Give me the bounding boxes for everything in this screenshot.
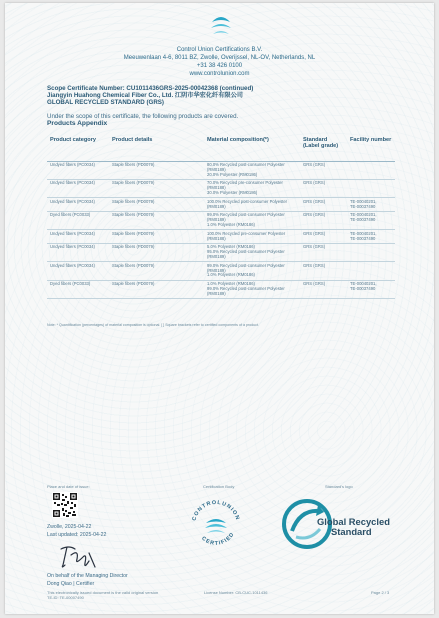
- facility-cell-line: TE-00037490: [350, 217, 376, 223]
- page-number: Page 2 / 3: [371, 590, 390, 595]
- table-note: Note: * Quantification (percentages) of material composition is optional. [ ] Square brackets refer to certified components of a product.: [47, 323, 259, 327]
- table-row: [47, 179, 395, 197]
- category-cell: Undyed fibers (PC0034): [47, 243, 109, 261]
- details-cell: Staple fibers (PD0079): [109, 198, 204, 212]
- facility-cell-line: TE-00040201,: [350, 198, 377, 204]
- composition-cell-line: 99.0% Recycled post-consumer Polyester (RM0189): [207, 212, 285, 223]
- composition-cell: [204, 262, 300, 280]
- table-header-row: [47, 134, 395, 161]
- on-behalf: On behalf of the Managing Director: [47, 573, 128, 579]
- composition-cell-line: 5.0% Polyester (RM0186): [207, 244, 255, 250]
- facility-cell-line: TE-00037490: [350, 235, 376, 241]
- place-and-date: Zwolle, 2025-04-22: [47, 524, 92, 530]
- standard-cell: GRS (GRS): [300, 262, 347, 280]
- scope-company: Jiangyin Huahong Chemical Fiber Co., Ltd. 江阴市华宏化纤有限公司: [47, 92, 243, 99]
- last-updated: Last updated: 2025-04-22: [47, 532, 107, 538]
- composition-cell: [204, 179, 300, 197]
- products-table: [47, 134, 395, 299]
- facility-cell-line: TE-00040201,: [350, 281, 377, 287]
- header-facility-number: Facility number: [347, 134, 395, 161]
- standard-cell: GRS (GRS): [300, 211, 347, 229]
- electronic-note: This electronically issued document is the valid original version TE-ID: TE-00007490: [47, 590, 159, 600]
- composition-cell-line: 100.0% Recycled pre-consumer Polyester (RM0188): [207, 230, 286, 241]
- details-cell: Staple fibers (PD0079): [109, 161, 204, 179]
- composition-cell-line: 30.0% Polyester (RM0186): [207, 189, 258, 195]
- details-cell: Staple fibers (PD0079): [109, 179, 204, 197]
- composition-cell: [204, 161, 300, 179]
- qr-code-icon[interactable]: [52, 492, 78, 518]
- standard-cell: GRS (GRS): [300, 243, 347, 261]
- category-cell: Undyed fibers (PC0034): [47, 161, 109, 179]
- composition-cell-line: 1.0% Polyester (RM0186): [207, 281, 255, 287]
- standard-cell: GRS (GRS): [300, 161, 347, 179]
- signer-name: Dong Qiao | Certifier: [47, 581, 95, 587]
- table-row: [47, 211, 395, 229]
- composition-cell-line: 99.0% Recycled post-consumer Polyester (RM0189): [207, 285, 285, 296]
- facility-cell: [347, 161, 395, 179]
- composition-cell-line: 80.0% Recycled post-consumer Polyester (RM0189): [207, 162, 285, 172]
- composition-cell: [204, 230, 300, 244]
- grs-logo-text: Global Recycled Standard: [317, 516, 390, 537]
- facility-cell: [347, 198, 395, 212]
- intro-text: Under the scope of this certificate, the following products are covered.: [47, 113, 239, 120]
- header-material-composition: Material composition(*): [204, 134, 300, 161]
- composition-cell-line: 20.0% Polyester (RM0186): [207, 171, 258, 177]
- composition-cell-line: 100.0% Recycled post-consumer Polyester (RM0189): [207, 198, 288, 209]
- certificate-page: [5, 3, 434, 614]
- appendix-title: Products Appendix: [47, 120, 108, 127]
- category-cell: Undyed fibers (PC0034): [47, 262, 109, 280]
- composition-cell-line: 95.0% Recycled post-consumer Polyester (RM0189): [207, 249, 285, 259]
- scope-cert-number: Scope Certificate Number: CU1011436GRS-2025-00042368 (continued): [47, 85, 254, 92]
- category-cell: Undyed fibers (PC0034): [47, 179, 109, 197]
- org-phone: +31 38 426 0100: [196, 63, 243, 69]
- license-number: License Number: CB-CUC-1011436: [204, 590, 268, 595]
- standard-cell: GRS (GRS): [300, 198, 347, 212]
- standard-cell: GRS (GRS): [300, 179, 347, 197]
- category-cell: Dyed fibers (PC0033): [47, 280, 109, 298]
- details-cell: Staple fibers (PD0079): [109, 243, 204, 261]
- header-product-category: Product category: [47, 134, 109, 161]
- signature-icon: [55, 543, 105, 571]
- category-cell: Dyed fibers (PC0033): [47, 211, 109, 229]
- table-row: [47, 280, 395, 298]
- facility-cell-line: TE-00040201,: [350, 230, 377, 236]
- details-cell: Staple fibers (PD0079): [109, 230, 204, 244]
- composition-cell-line: 1.0% Polyester (RM0186): [207, 272, 255, 278]
- composition-cell: [204, 243, 300, 261]
- svg-text:CONTROLUNION: [191, 500, 240, 522]
- facility-cell: [347, 179, 395, 197]
- composition-cell: [204, 280, 300, 298]
- facility-cell: [347, 262, 395, 280]
- org-name: Control Union Certifications B.V.: [176, 47, 263, 53]
- header-standard: Standard (Label grade): [300, 134, 347, 161]
- composition-cell: [204, 211, 300, 229]
- cert-body-label: Certification Body: [203, 484, 235, 489]
- composition-cell-line: 99.0% Recycled post-consumer Polyester (RM0189): [207, 262, 285, 273]
- standard-cell: GRS (GRS): [300, 230, 347, 244]
- standard-logo-label: Standard's logo: [325, 484, 353, 489]
- table-row: [47, 161, 395, 179]
- category-cell: Undyed fibers (PC0034): [47, 198, 109, 212]
- svg-text:CERTIFIED: [200, 531, 236, 547]
- control-union-logo-icon: [210, 12, 232, 42]
- seal-bottom-text: CERTIFIED: [200, 531, 236, 547]
- standard-cell: GRS (GRS): [300, 280, 347, 298]
- header-product-details: Product details: [109, 134, 204, 161]
- org-address: Meeuwenlaan 4-6, 8011 BZ, Zwolle, Overijssel, NL-OV, Netherlands, NL: [123, 55, 316, 61]
- facility-cell-line: TE-00040201,: [350, 212, 377, 218]
- category-cell: Undyed fibers (PC0034): [47, 230, 109, 244]
- facility-cell: [347, 211, 395, 229]
- facility-cell-line: TE-00037490: [350, 285, 376, 291]
- table-row: [47, 243, 395, 261]
- details-cell: Staple fibers (PD0079): [109, 262, 204, 280]
- table-row: [47, 198, 395, 212]
- table-row: [47, 262, 395, 280]
- control-union-certified-seal-icon: [181, 493, 251, 553]
- table-row: [47, 230, 395, 244]
- place-date-label: Place and date of issue:: [47, 484, 90, 489]
- facility-cell: [347, 230, 395, 244]
- facility-cell: [347, 243, 395, 261]
- org-website[interactable]: www.controlunion.com: [189, 71, 250, 77]
- scope-standard: GLOBAL RECYCLED STANDARD (GRS): [47, 99, 164, 106]
- composition-cell-line: 1.0% Polyester (RM0186): [207, 221, 255, 227]
- details-cell: Staple fibers (PD0079): [109, 280, 204, 298]
- facility-cell-line: TE-00037490: [350, 203, 376, 209]
- details-cell: Staple fibers (PD0079): [109, 211, 204, 229]
- composition-cell-line: 70.0% Recycled pre-consumer Polyester (RM0188): [207, 180, 283, 191]
- seal-top-text: CONTROLUNION: [191, 499, 241, 522]
- composition-cell: [204, 198, 300, 212]
- facility-cell: [347, 280, 395, 298]
